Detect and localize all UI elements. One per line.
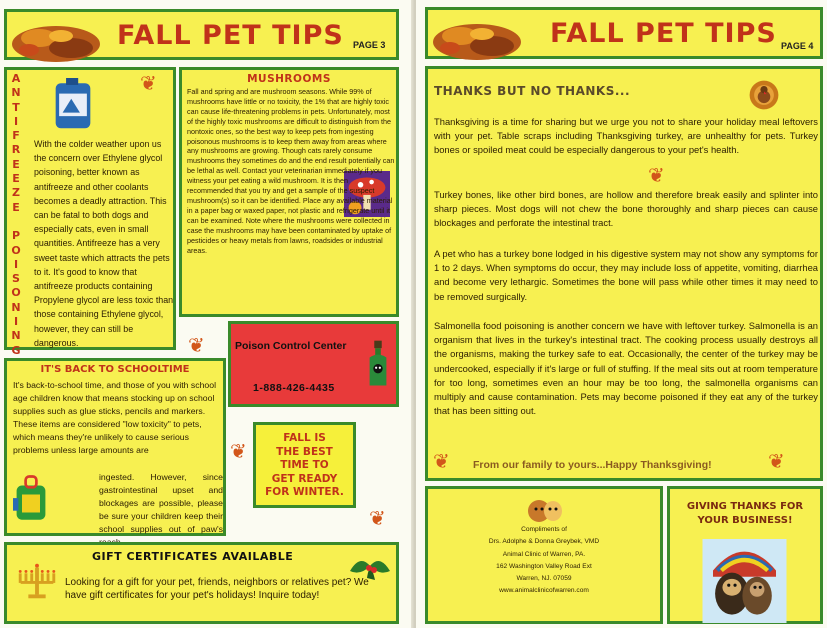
fall-best-line-4: GET READY — [271, 472, 338, 485]
thanks-paragraph-2: Turkey bones, like other bird bones, are hollow and therefore break easily and splinter into sharp pieces. Most dogs will not chew the bone thoroughly and sharp pieces can cause blockages and perforate the intestinal tract. — [434, 189, 818, 229]
thanks-section — [425, 66, 823, 481]
fall-best-line-2: THE BEST — [276, 445, 333, 458]
fall-best-line-5: FOR WINTER. — [265, 486, 344, 498]
giving-line-2: YOUR BUSINESS! — [697, 515, 793, 526]
left-header — [4, 9, 399, 60]
pets-thanksgiving-photo — [696, 539, 793, 623]
poison-bottle-icon — [364, 328, 392, 400]
fall-best-line-3: TIME TO — [280, 459, 329, 471]
maple-leaf-icon: ❦ — [768, 451, 785, 473]
right-page — [416, 0, 827, 628]
thanks-paragraph-3: A pet who has a turkey bone lodged in his digestive system may not show any symptoms for 1 to 2 days. When symptoms do occur, they may include loss of appetite, vomiting, diarrhea and become very lethargic. Sometimes the bone will pass while other times it may need to be removed surgically. — [434, 248, 818, 302]
antifreeze-body: With the colder weather upon us the concern over Ethylene glycol poisoning, better known as antifreeze and other coolants becomes a deadly attraction. This can be fatal to both dogs and especially cats, even in small quantities. Antifreeze has a very sweet taste which attracts the pets to it. It's good to know that antifreeze products containing Propylene glycol are less toxic than those containing Ethylene glycol, however, they can still be dangerous. — [34, 139, 174, 348]
compliments-section — [425, 486, 663, 624]
page-title: FALL PET TIPS — [117, 20, 344, 51]
compliments-line-6: www.animalclinicofwarren.com — [499, 587, 589, 595]
compliments-line-4: 162 Washington Valley Road Ext — [496, 562, 592, 570]
antifreeze-section — [4, 67, 176, 357]
page-number: PAGE 4 — [781, 41, 814, 51]
thanks-paragraph-1: Thanksgiving is a time for sharing but we urge you not to share your holiday meal leftovers with your pet. Table scraps including Thanksgiving turkey, are unhealthy for pets. Turkey bones or spoiled meat could be especially dangerous to your pet's health. — [434, 116, 818, 156]
school-body-1: It's back-to-school time, and those of you with school age children know that means stocking up on school supplies such as glue sticks, pencils and markers. These items are considered "low toxicity" to pets, which means they're unlikely to cause serious problems unless large amounts are — [13, 380, 217, 456]
gift-section — [4, 542, 399, 624]
maple-leaf-icon: ❦ — [433, 451, 450, 473]
dog-cat-logo-icon — [525, 493, 565, 523]
antifreeze-side-title: A N T I F R E E Z E P O I S O N I N G — [11, 72, 21, 357]
maple-leaf-icon: ❦ — [369, 508, 386, 530]
antifreeze-jug-icon — [47, 76, 99, 132]
maple-leaf-icon: ❦ — [188, 335, 205, 357]
menorah-icon — [13, 559, 61, 603]
gift-body: Looking for a gift for your pet, friends, neighbors or relatives pet? We have gift certificates for your pet's holidays! Inquire today! — [65, 577, 369, 601]
page-number: PAGE 3 — [353, 40, 386, 50]
maple-leaf-icon: ❦ — [648, 165, 665, 187]
page-title: FALL PET TIPS — [550, 18, 777, 49]
right-header — [425, 7, 823, 59]
mushrooms-body: Fall and spring and are mushroom seasons. While 99% of mushrooms have little or no toxicity, the 1% that are highly toxic can cause life-threatening problems in pets. Unfortunately, most of the highly toxic mushrooms are difficult to distinguish from the nontoxic ones, so the best way to keep pets from ingesting poisonous mushrooms is to keep them away from areas where any mushrooms are growing. Though cats rarely consume mushrooms they sometimes do and the end result potentially can be lethal as well. Contact your veterinarian immediately if you witness your pet eating a wild mushroom. It is then recommended that you try and get a sample of the suspect mushroom(s) so it can be identified. Place any available material in a paper bag or waxed paper, not plastic and refrigerate until it can be examined. Note where the mushrooms were collected in case the mushrooms may have been contaminated by uptake of pesticides or heavy metals from lawns, roadsides or industrial areas. — [187, 87, 395, 255]
mushrooms-title: MUSHROOMS — [247, 73, 331, 85]
thanks-paragraph-4: Salmonella food poisoning is another concern we have with leftover turkey. Salmonella is an organism that lives in the turkey's intestinal tract. The cooking process usually destroys all the organisms, making the turkey safe to eat. Occasionally, the center of the turkey may be undercooked, especially if it's large or full of stuffing. If the meal sits out at room temperature for too long, sometimes even an hour may be too long, the salmonella organisms can multiply and cause contamination. Pets may become poisoned if they eat any of the turkey that has been sitting out. — [434, 320, 818, 417]
poison-control-box — [228, 321, 399, 407]
thanks-closing: From our family to yours...Happy Thanksgiving! — [473, 459, 712, 471]
poison-control-title: Poison Control Center — [235, 340, 347, 352]
fall-best-line-1: FALL IS — [283, 432, 326, 444]
turkey-icon — [746, 77, 782, 113]
backpack-icon — [13, 471, 49, 527]
maple-leaf-icon: ❦ — [140, 73, 157, 95]
compliments-text — [428, 524, 660, 598]
giving-thanks-section — [667, 486, 823, 624]
left-page — [0, 0, 413, 628]
mushrooms-section — [179, 67, 399, 317]
compliments-line-2: Drs. Adolphe & Donna Greybek, VMD — [488, 538, 600, 546]
giving-line-1: GIVING THANKS FOR — [686, 501, 804, 512]
poison-control-phone: 1-888-426-4435 — [253, 382, 335, 394]
compliments-line-1: Compliments of — [521, 526, 567, 533]
fall-leaves-icon — [11, 18, 101, 66]
maple-leaf-icon: ❦ — [230, 441, 247, 463]
fall-best-box — [253, 422, 356, 508]
compliments-line-3: Animal Clinic of Warren, PA. — [502, 550, 586, 558]
school-body-2: ingested. However, since gastrointestinal upset and blockages are possible, please be sure your children keep their school supplies out of paw's — [99, 472, 223, 535]
thanks-title: THANKS BUT NO THANKS... — [434, 84, 631, 98]
fall-leaves-icon — [432, 16, 522, 64]
compliments-line-5: Warren, NJ. 07059 — [516, 575, 572, 583]
gift-title: GIFT CERTIFICATES AVAILABLE — [92, 550, 294, 563]
school-title: IT'S BACK TO SCHOOLTIME — [40, 364, 190, 375]
school-section — [4, 358, 226, 536]
